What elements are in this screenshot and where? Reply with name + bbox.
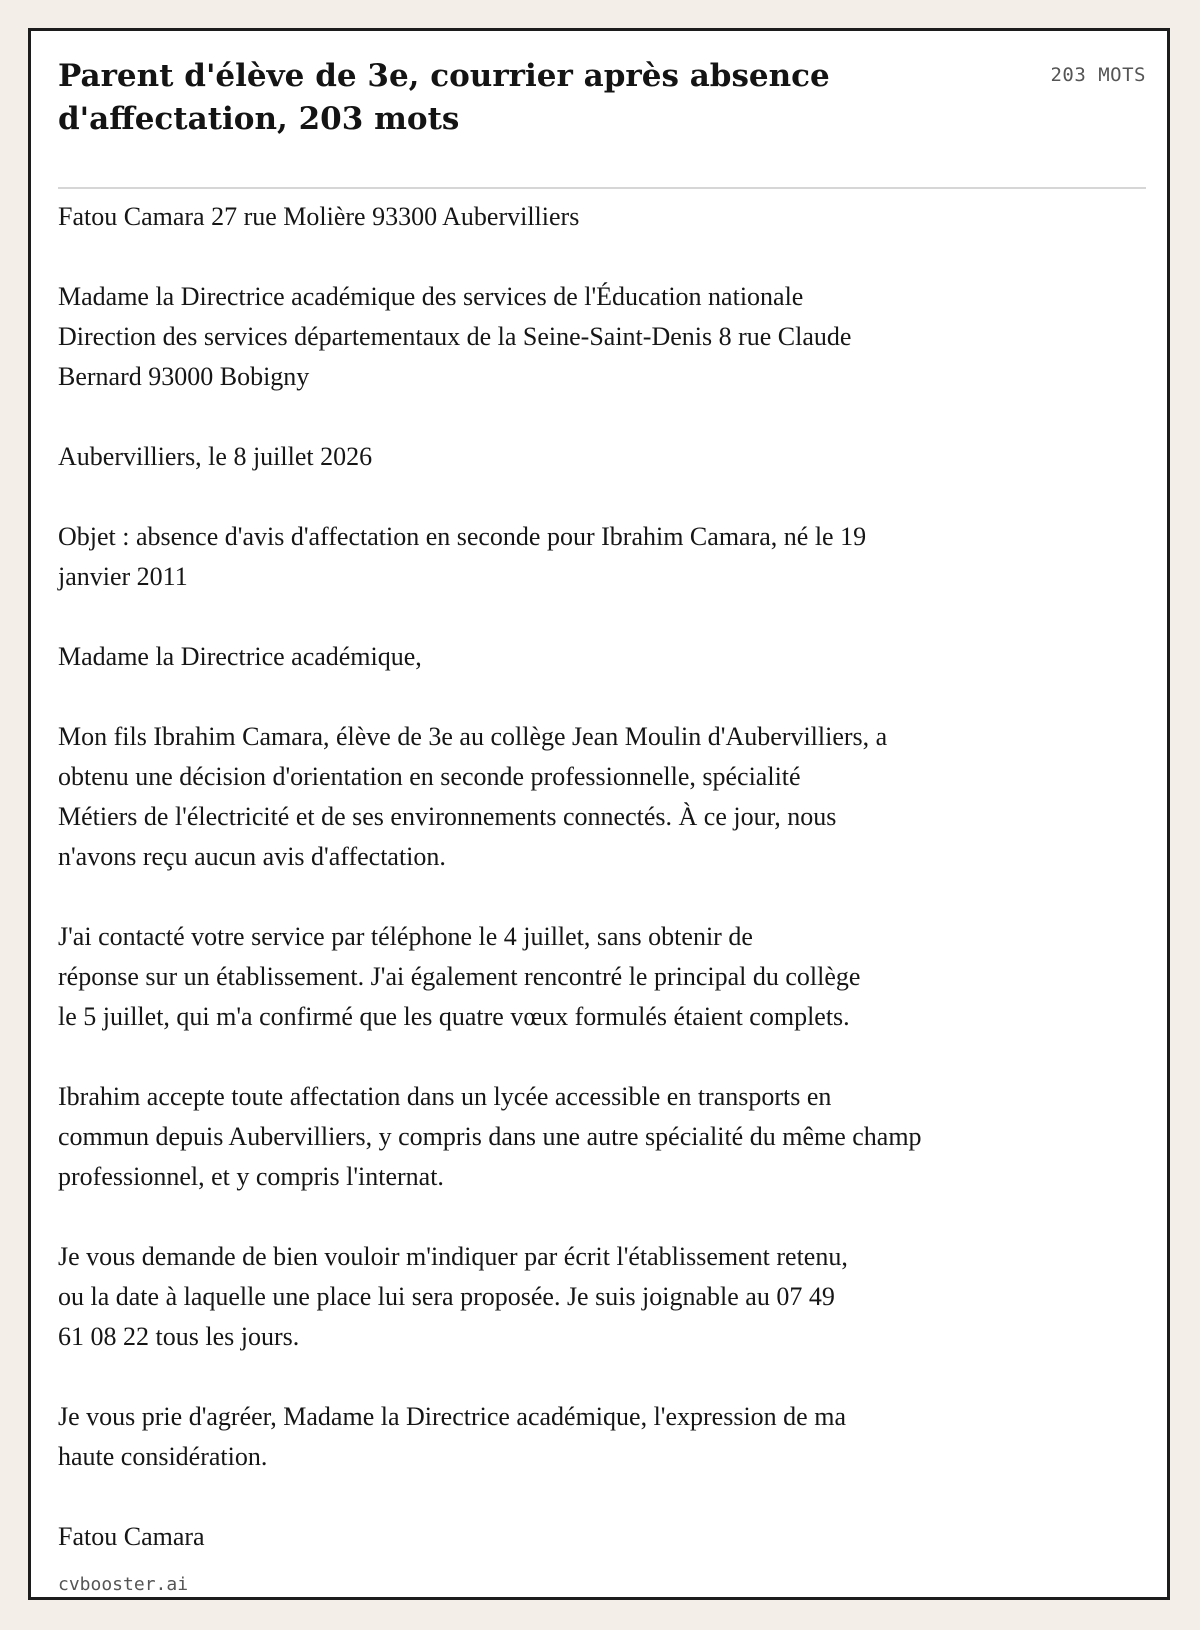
- paragraph-steps: [58, 917, 1118, 1037]
- paragraph-acceptance: [58, 1077, 1118, 1197]
- sender-address-text: Fatou Camara 27 rue Molière 93300 Aubervilliers: [58, 202, 580, 231]
- paragraph-line: 61 08 22 tous les jours.: [58, 1322, 300, 1351]
- signature: [58, 1517, 1118, 1557]
- closing-line: Je vous prie d'agréer, Madame la Directrice académique, l'expression de ma: [58, 1402, 846, 1431]
- paragraph-line: Mon fils Ibrahim Camara, élève de 3e au collège Jean Moulin d'Aubervilliers, a: [58, 722, 888, 751]
- subject-text: janvier 2011: [58, 562, 188, 591]
- letter-card: [28, 28, 1170, 1600]
- recipient-line: Direction des services départementaux de la Seine-Saint-Denis 8 rue Claude: [58, 322, 852, 351]
- place-date-text: Aubervilliers, le 8 juillet 2026: [58, 442, 373, 471]
- paragraph-line: n'avons reçu aucun avis d'affectation.: [58, 842, 446, 871]
- recipient-line: Bernard 93000 Bobigny: [58, 362, 310, 391]
- card-header: [58, 55, 1146, 189]
- paragraph-line: Je vous demande de bien vouloir m'indiquer par écrit l'établissement retenu,: [58, 1242, 848, 1271]
- sender-address: [58, 197, 1118, 237]
- recipient-line: Madame la Directrice académique des services de l'Éducation nationale: [58, 282, 804, 311]
- place-date: [58, 437, 1118, 477]
- salutation: [58, 637, 1118, 677]
- paragraph-line: commun depuis Aubervilliers, y compris dans une autre spécialité du même champ: [58, 1122, 922, 1151]
- paragraph-line: réponse sur un établissement. J'ai également rencontré le principal du collège: [58, 962, 861, 991]
- closing-formula: [58, 1397, 1118, 1477]
- subject-text: Objet : absence d'avis d'affectation en seconde pour Ibrahim Camara, né le 19: [58, 522, 867, 551]
- paragraph-line: le 5 juillet, qui m'a confirmé que les quatre vœux formulés étaient complets.: [58, 1002, 850, 1031]
- paragraph-line: obtenu une décision d'orientation en seconde professionnelle, spécialité: [58, 762, 801, 791]
- subject-line: [58, 517, 1118, 597]
- paragraph-line: professionnel, et y compris l'internat.: [58, 1162, 444, 1191]
- signature-text: Fatou Camara: [58, 1522, 205, 1551]
- paragraph-line: Ibrahim accepte toute affectation dans un lycée accessible en transports en: [58, 1082, 832, 1111]
- paragraph-situation: [58, 717, 1118, 877]
- paragraph-line: J'ai contacté votre service par téléphone le 4 juillet, sans obtenir de: [58, 922, 753, 951]
- page-title: Parent d'élève de 3e, courrier après absence d'affectation, 203 mots: [58, 58, 830, 137]
- word-count-badge: 203 MOTS: [1050, 64, 1146, 86]
- salutation-text: Madame la Directrice académique,: [58, 642, 422, 671]
- brand-footer: cvbooster.ai: [58, 1574, 189, 1595]
- letter-body: [58, 197, 1118, 1557]
- paragraph-request: [58, 1237, 1118, 1357]
- paragraph-line: Métiers de l'électricité et de ses environnements connectés. À ce jour, nous: [58, 802, 837, 831]
- closing-line: haute considération.: [58, 1442, 268, 1471]
- paragraph-line: ou la date à laquelle une place lui sera proposée. Je suis joignable au 07 49: [58, 1282, 835, 1311]
- recipient-address: [58, 277, 1118, 397]
